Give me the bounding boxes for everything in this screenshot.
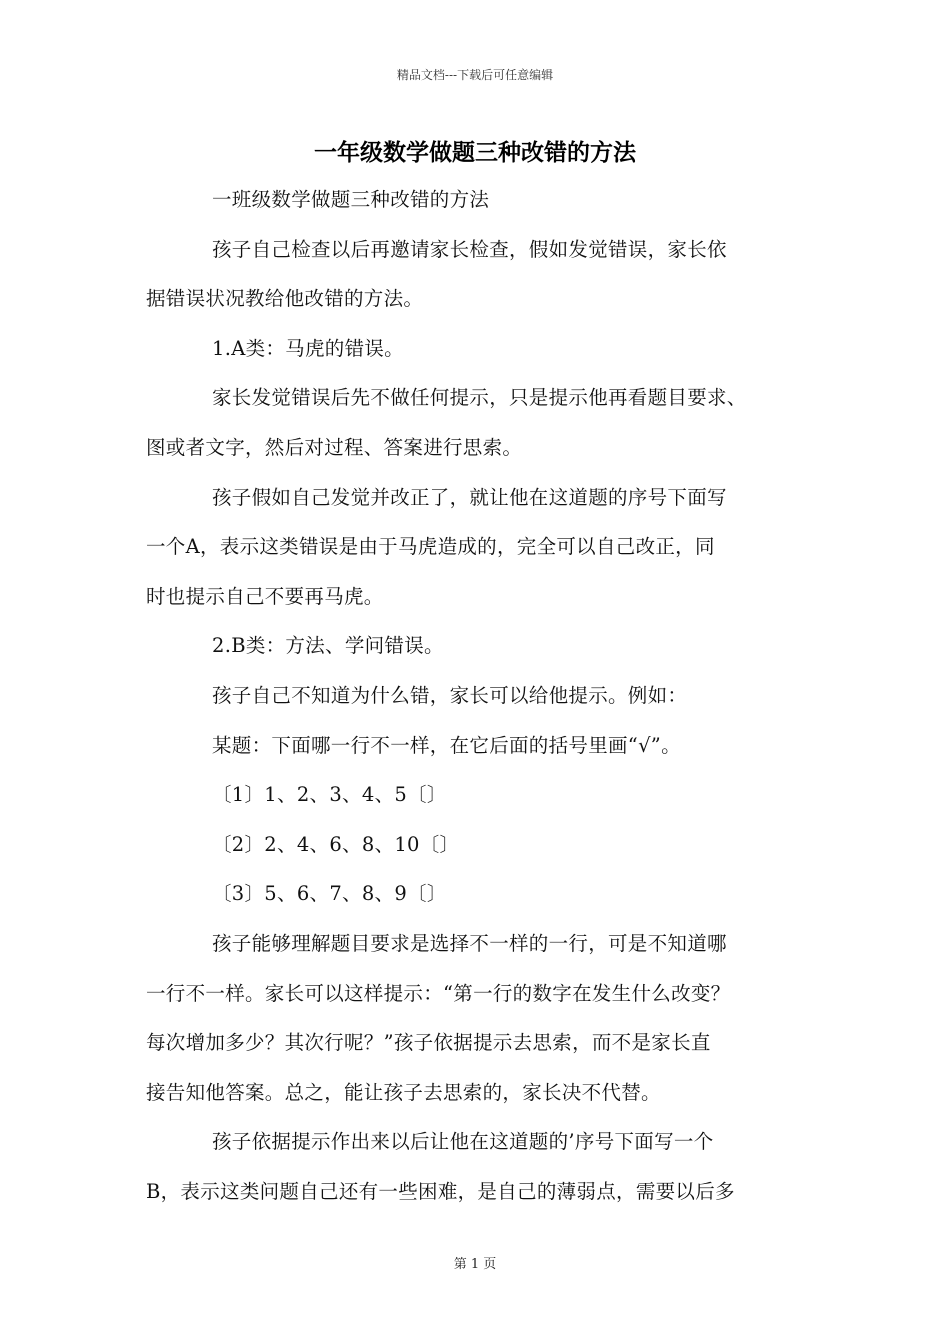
document-title: 一年级数学做题三种改错的方法 [314, 139, 636, 166]
paragraph-line: 一行不一样。家长可以这样提示：“第一行的数字在发生什么改变？ [146, 981, 731, 1005]
paragraph-line: 一班级数学做题三种改错的方法 [212, 188, 490, 211]
paragraph-line: 每次增加多少？其次行呢？”孩子依据提示去思索，而不是家长直 [146, 1031, 711, 1055]
paragraph-line: 孩子自己检查以后再邀请家长检查，假如发觉错误，家长依 [212, 237, 727, 261]
paragraph-line: 孩子自己不知道为什么错，家长可以给他提示。例如： [212, 683, 688, 707]
paragraph-line: 1.A类：马虎的错误。 [212, 336, 404, 360]
paragraph-line: 图或者文字，然后对过程、答案进行思索。 [146, 435, 523, 459]
paragraph-line: 孩子依据提示作出来以后让他在这道题的’序号下面写一个 [212, 1130, 714, 1154]
paragraph-line: 〔3〕5、6、7、8、9〔〕 [212, 882, 447, 906]
page-header: 精品文档---下载后可任意编辑 [396, 68, 554, 82]
paragraph-line: 某题：下面哪一行不一样，在它后面的括号里画“√”。 [212, 733, 681, 757]
paragraph-line: 2.B类：方法、学问错误。 [212, 634, 444, 658]
paragraph-line: 时也提示自己不要再马虎。 [146, 584, 384, 608]
page-number: 第 1 页 [453, 1257, 497, 1272]
paragraph-line: 家长发觉错误后先不做任何提示，只是提示他再看题目要求、 [212, 386, 747, 410]
paragraph-line: 孩子能够理解题目要求是选择不一样的一行，可是不知道哪 [212, 931, 727, 955]
paragraph-line: 〔2〕2、4、6、8、10〔〕 [212, 832, 460, 856]
paragraph-line: B，表示这类问题自己还有一些困难，是自己的薄弱点，需要以后多 [146, 1179, 735, 1203]
paragraph-line: 一个A，表示这类错误是由于马虎造成的，完全可以自己改正，同 [146, 535, 715, 559]
paragraph-line: 孩子假如自己发觉并改正了，就让他在这道题的序号下面写 [212, 485, 727, 509]
paragraph-line: 接告知他答案。总之，能让孩子去思索的，家长决不代替。 [146, 1080, 661, 1104]
paragraph-line: 据错误状况教给他改错的方法。 [146, 287, 424, 311]
paragraph-line: 〔1〕1、2、3、4、5〔〕 [212, 783, 447, 807]
document-body [146, 175, 814, 1216]
